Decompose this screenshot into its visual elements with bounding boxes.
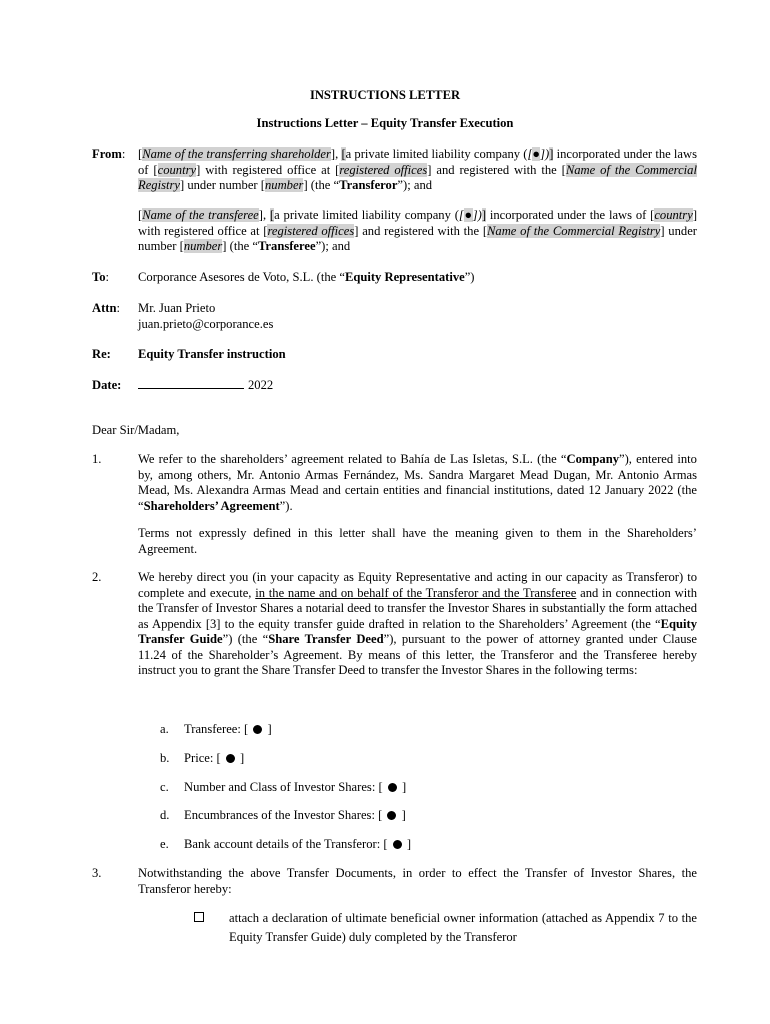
attn-name: Mr. Juan Prieto bbox=[138, 301, 216, 315]
list-item-letter: e. bbox=[160, 837, 169, 851]
date-label: Date: bbox=[92, 378, 122, 392]
transferee-name-placeholder: Name of the transferee bbox=[142, 208, 259, 222]
clause-1-paragraph: We refer to the shareholders’ agreement related to Bahía de Las Isletas, S.L. (the “Company”), entered into by, among others, Mr. Antonio Armas Fernández, Ms. Sandra Margaret Mead Dugan, Mr. Antonio Armas Mead, Ms. Alexandra Armas Mead and certain entities and financial institutions, dated 12 January 2022 (the “Shareholders’ Agreement”). bbox=[138, 452, 697, 513]
list-item-letter: c. bbox=[160, 780, 169, 794]
salutation: Dear Sir/Madam, bbox=[92, 423, 180, 437]
bullet-placeholder: ● bbox=[463, 208, 473, 222]
transferor-name-placeholder: Name of the transferring shareholder bbox=[142, 147, 331, 161]
office-placeholder: registered offices bbox=[339, 162, 428, 177]
clause-3-paragraph: Notwithstanding the above Transfer Documents, in order to effect the Transfer of Investor Shares, the Transferor hereby: bbox=[138, 866, 697, 896]
list-item: Transferee: [ ] bbox=[184, 722, 272, 736]
re-value: Equity Transfer instruction bbox=[138, 347, 286, 361]
to-label: To: bbox=[92, 270, 110, 284]
bullet-placeholder: ● bbox=[532, 147, 541, 161]
list-item: Encumbrances of the Investor Shares: [ ] bbox=[184, 808, 406, 822]
transferee-paragraph: [Name of the transferee], [a private limited liability company ([●])] incorporated under the laws of [country] with registered office at [registered offices] and registered with the [Name of the Commercial Registry] under number [number] (the “Transferee”); and bbox=[138, 208, 698, 253]
list-item-letter: a. bbox=[160, 722, 169, 736]
bullet-placeholder-icon bbox=[226, 754, 235, 763]
clause-2-paragraph: We hereby direct you (in your capacity as Equity Representative and acting in our capacity as Transferor) to complete and execute, in the name and on behalf of the Transferor and the Transferee and in connection with the Transfer of Investor Shares a notarial deed to transfer the Investor Shares in substantially the form attached as Appendix [3] to the equity transfer guide drafted in relation to the Shareholders’ Agreement (the “Equity Transfer Guide”) (the “Share Transfer Deed”), pursuant to the power of attorney granted under Clause 11.24 of the Shareholder’s Agreement. By means of this letter, the Transferor and the Transferee hereby instruct you to grant the Share Transfer Deed to transfer the Investor Shares in the following terms: bbox=[138, 570, 697, 677]
list-item: Number and Class of Investor Shares: [ ] bbox=[184, 780, 407, 794]
office-placeholder: registered offices bbox=[267, 223, 355, 238]
bullet-placeholder-icon bbox=[388, 783, 397, 792]
date-blank-line bbox=[138, 378, 244, 389]
list-item-letter: b. bbox=[160, 751, 170, 765]
attn-email: juan.prieto@corporance.es bbox=[138, 317, 274, 331]
checkbox-item-text: attach a declaration of ultimate beneficial owner information (attached as Appendix 7 to the Equity Transfer Guide) duly completed by the Transferor bbox=[229, 911, 697, 944]
to-value: Corporance Asesores de Voto, S.L. (the “Equity Representative”) bbox=[138, 270, 475, 284]
number-placeholder: number bbox=[264, 178, 304, 192]
registry-placeholder: Name of the Commercial Registry bbox=[138, 162, 697, 192]
clause-1-terms-paragraph: Terms not expressly defined in this letter shall have the meaning given to them in the Shareholders’ Agreement. bbox=[138, 526, 697, 556]
document-subtitle: Instructions Letter – Equity Transfer Execution bbox=[256, 116, 514, 130]
clause-number: 2. bbox=[92, 570, 102, 584]
list-item-letter: d. bbox=[160, 808, 170, 822]
country-placeholder: country bbox=[157, 162, 197, 177]
checkbox[interactable] bbox=[194, 912, 204, 922]
transferor-paragraph: [Name of the transferring shareholder], [a private limited liability company ([●])] incorporated under the laws of [country] with registered office at [registered offices] and registered with the [Name of the Commercial Registry] under number [number] (the “Transferor”); and bbox=[138, 147, 697, 192]
re-label: Re: bbox=[92, 347, 111, 361]
list-item: Bank account details of the Transferor: [ ] bbox=[184, 837, 412, 851]
registry-placeholder: Name of the Commercial Registry bbox=[487, 223, 661, 238]
date-value: 2022 bbox=[138, 378, 697, 394]
country-placeholder: country bbox=[654, 208, 693, 222]
clause-number: 3. bbox=[92, 866, 102, 880]
list-item: Price: [ ] bbox=[184, 751, 245, 765]
bullet-placeholder-icon bbox=[253, 725, 262, 734]
document-title: INSTRUCTIONS LETTER bbox=[309, 88, 461, 102]
clause-number: 1. bbox=[92, 452, 102, 466]
attn-label: Attn: bbox=[92, 301, 120, 315]
number-placeholder: number bbox=[183, 239, 223, 253]
bullet-placeholder-icon bbox=[393, 840, 402, 849]
bullet-placeholder-icon bbox=[387, 811, 396, 820]
from-label: From: bbox=[92, 147, 126, 161]
